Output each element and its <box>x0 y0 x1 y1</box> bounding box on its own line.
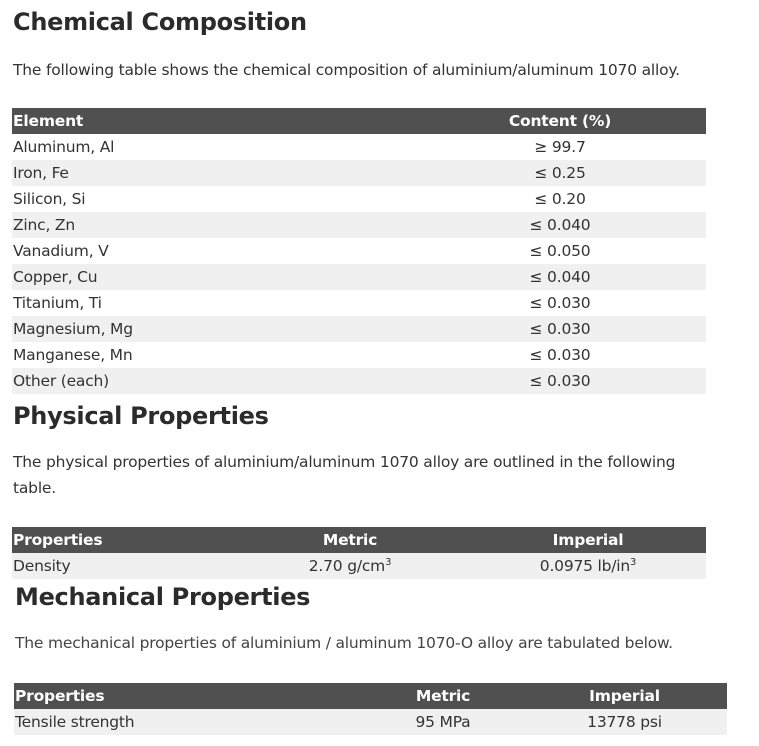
column-header-content: Content (%) <box>414 108 706 134</box>
content-value: ≤ 0.040 <box>414 264 706 290</box>
table-row <box>12 342 706 368</box>
imperial-value: 13778 psi <box>522 709 727 735</box>
content-value: ≤ 0.030 <box>529 294 591 312</box>
column-header-properties: Properties <box>14 683 364 709</box>
physical-properties-table <box>12 527 706 579</box>
content-value: ≥ 99.7 <box>534 138 586 156</box>
chemical-composition-heading: Chemical Composition <box>13 8 307 36</box>
content-value: ≤ 0.030 <box>529 346 591 364</box>
physical-intro: The physical properties of aluminium/aluminum 1070 alloy are outlined in the following table. <box>13 453 676 497</box>
table-row <box>12 238 706 264</box>
table-row <box>12 160 706 186</box>
element-name: Silicon, Si <box>13 190 86 208</box>
element-name: Iron, Fe <box>12 160 414 186</box>
element-name: Magnesium, Mg <box>12 316 414 342</box>
column-header-imperial: Imperial <box>522 683 727 709</box>
metric-value: 95 MPa <box>364 709 522 735</box>
element-name: Aluminum, Al <box>13 138 115 156</box>
table-row <box>14 709 727 735</box>
column-header-metric: Metric <box>230 527 470 553</box>
table-header-row <box>12 108 706 134</box>
element-name: Vanadium, V <box>13 242 109 260</box>
imperial-value <box>470 553 706 579</box>
content-value: ≤ 0.050 <box>529 242 591 260</box>
content-value: ≤ 0.25 <box>414 160 706 186</box>
metric-exponent: 3 <box>385 556 392 568</box>
content-value: ≤ 0.030 <box>414 316 706 342</box>
mechanical-intro: The mechanical properties of aluminium / aluminum 1070-O alloy are tabulated below. <box>15 634 673 652</box>
table-row <box>12 368 706 394</box>
table-row <box>12 553 706 579</box>
property-name: Density <box>12 553 230 579</box>
mechanical-properties-table <box>14 683 727 735</box>
element-name: Zinc, Zn <box>12 212 414 238</box>
element-name: Other (each) <box>12 368 414 394</box>
column-header-properties: Properties <box>12 527 230 553</box>
content-value: ≤ 0.030 <box>414 368 706 394</box>
table-row <box>12 264 706 290</box>
table-header-row <box>12 527 706 553</box>
imperial-exponent: 3 <box>630 556 637 568</box>
imperial-text: 0.0975 lb/in <box>539 557 631 575</box>
chemical-intro: The following table shows the chemical composition of aluminium/aluminum 1070 alloy. <box>13 61 680 79</box>
element-name: Copper, Cu <box>12 264 414 290</box>
physical-properties-heading: Physical Properties <box>13 402 269 430</box>
column-header-element: Element <box>12 108 414 134</box>
table-row <box>12 290 706 316</box>
property-name: Tensile strength <box>14 709 364 735</box>
content-value: ≤ 0.20 <box>534 190 586 208</box>
column-header-metric: Metric <box>364 683 522 709</box>
table-row <box>12 212 706 238</box>
mechanical-properties-heading: Mechanical Properties <box>15 583 311 611</box>
table-row <box>12 134 706 160</box>
table-header-row <box>14 683 727 709</box>
column-header-imperial: Imperial <box>470 527 706 553</box>
chemical-composition-table <box>12 108 706 394</box>
element-name: Manganese, Mn <box>13 346 133 364</box>
table-row <box>12 186 706 212</box>
element-name: Titanium, Ti <box>13 294 102 312</box>
metric-value <box>230 553 470 579</box>
content-value: ≤ 0.040 <box>414 212 706 238</box>
metric-text: 2.70 g/cm <box>308 557 386 575</box>
table-row <box>12 316 706 342</box>
